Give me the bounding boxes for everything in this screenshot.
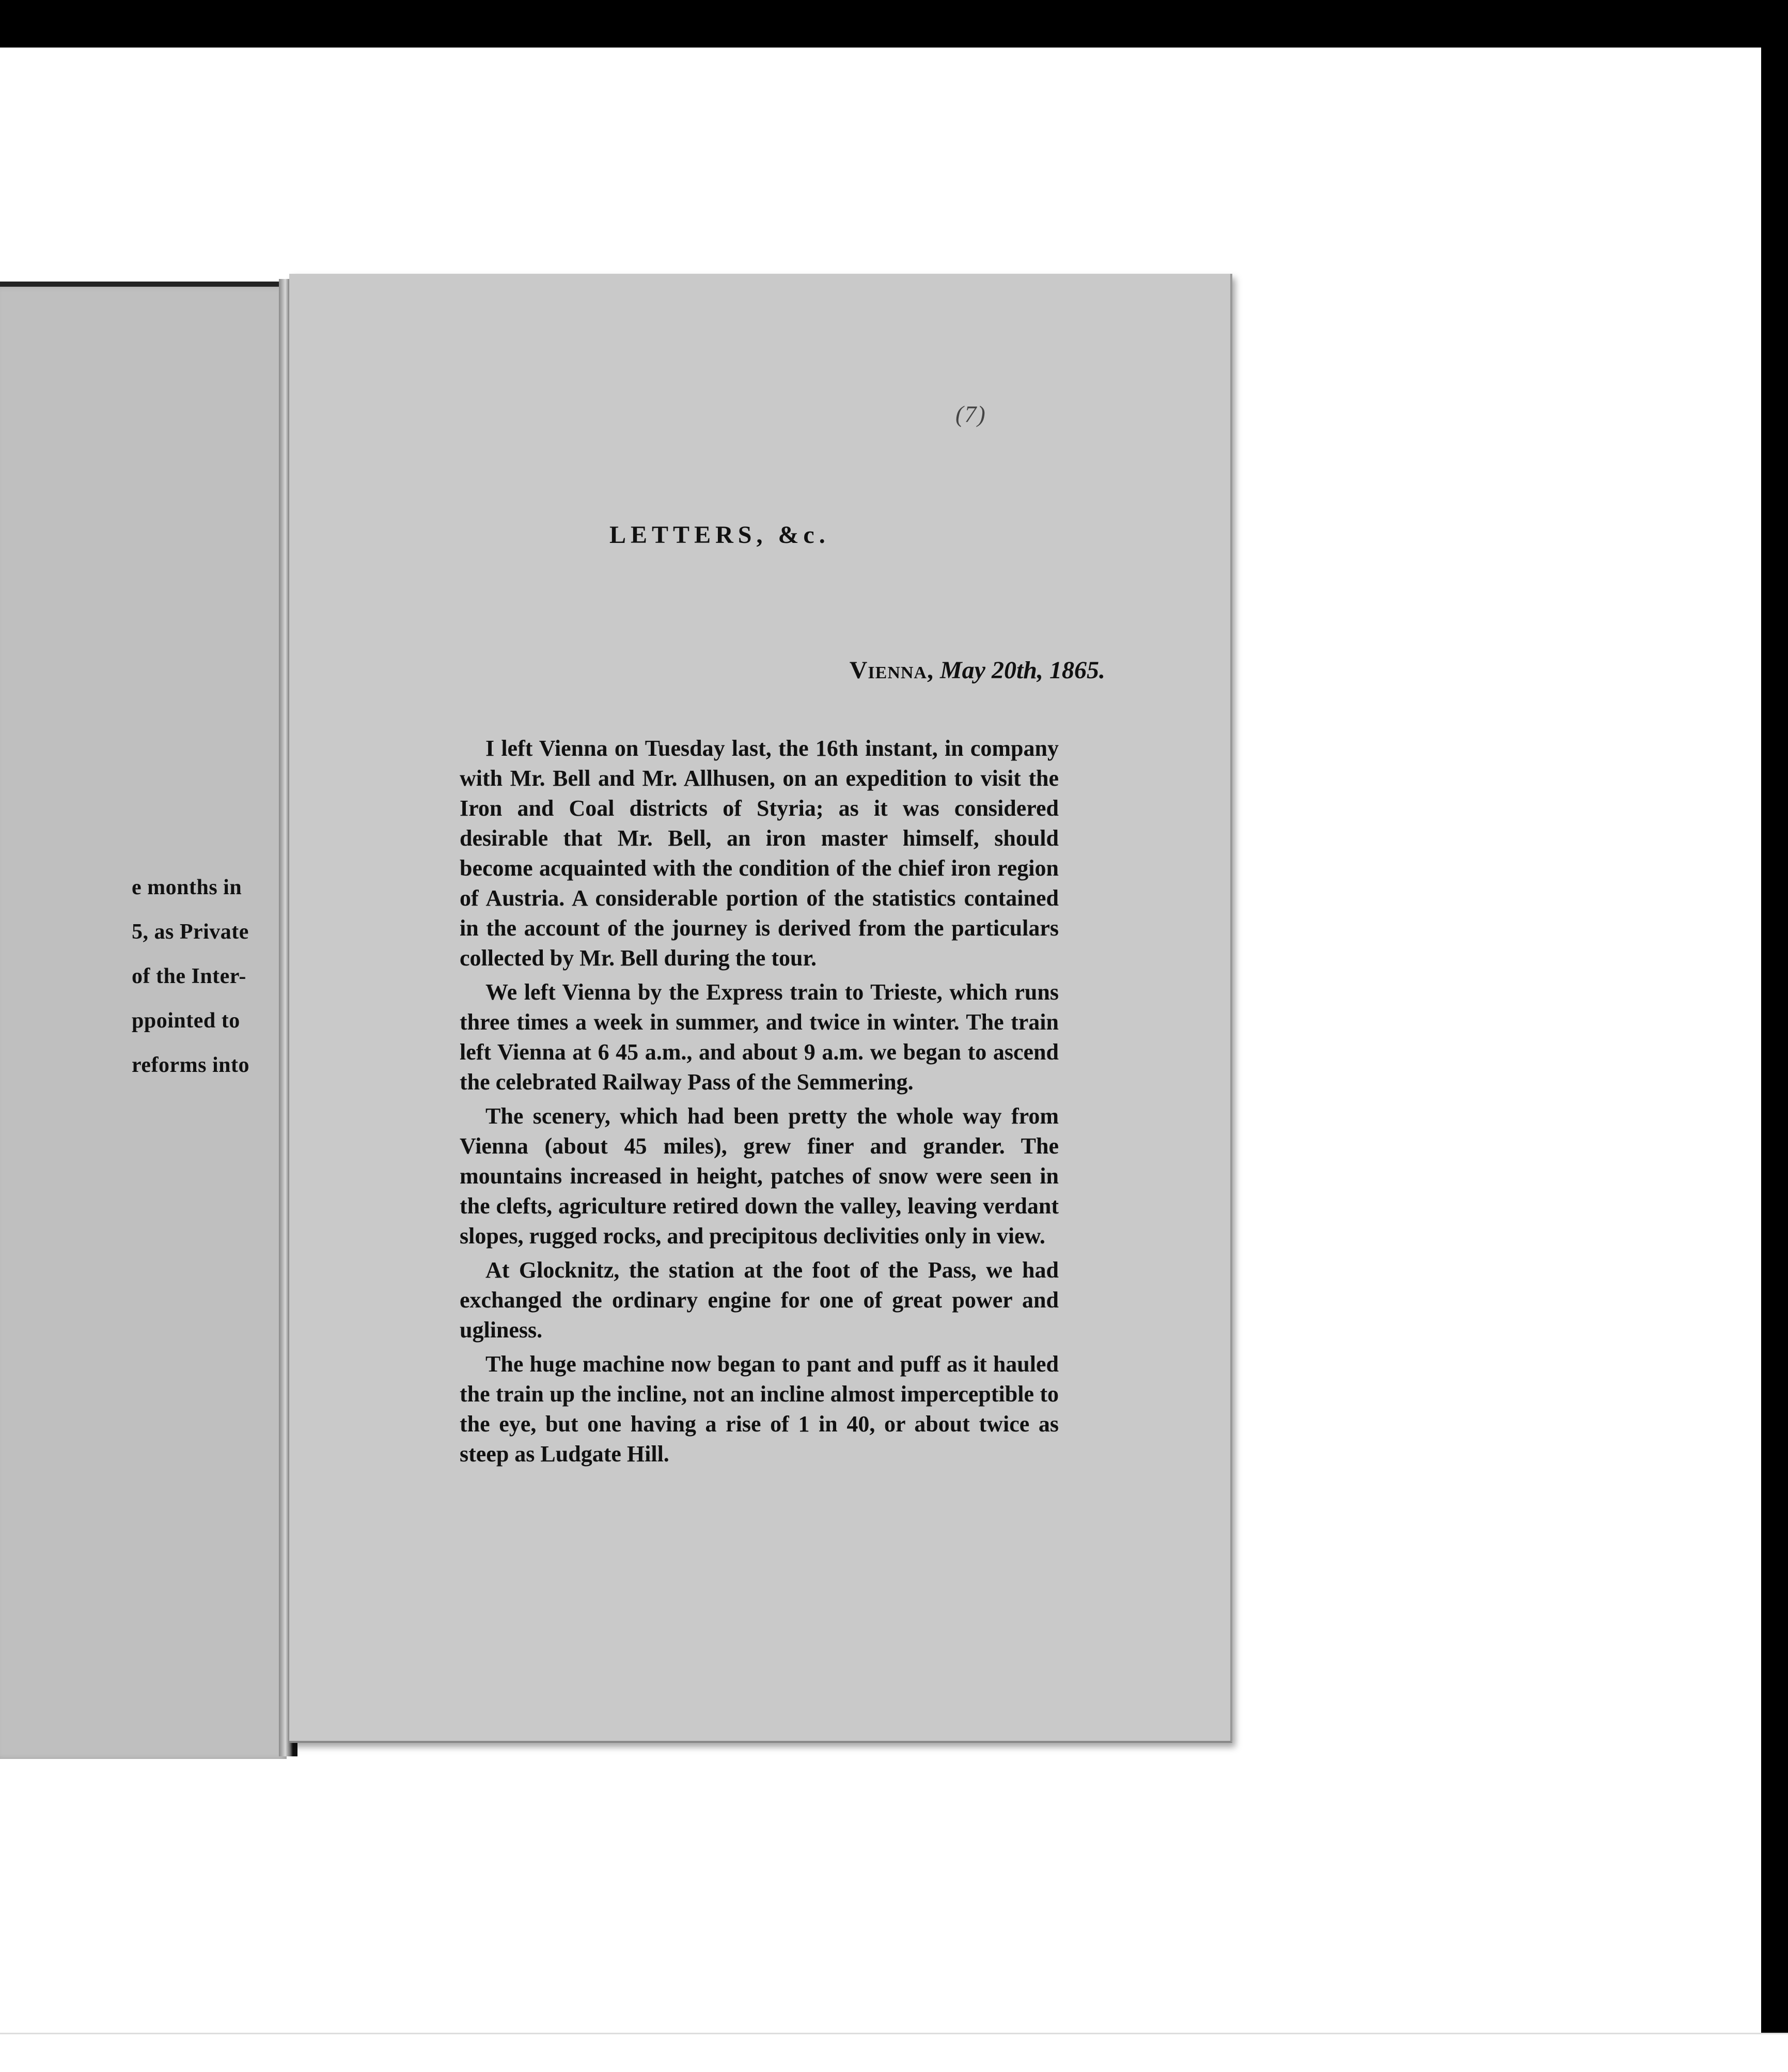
paragraph: We left Vienna by the Express train to Trieste, which runs three times a week in summer, and twice in winter. The train left Vienna at 6 45 a.m., and about 9 a.m. we began to ascend the celebrated Railway Pass of the Semmering.	[460, 979, 1059, 1095]
paragraph: The scenery, which had been pretty the whole way from Vienna (about 45 miles), grew finer and grander. The mountains increased in height, patches of snow were seen in the clefts, agriculture retired down the valley, leaving verdant slopes, rugged rocks, and precipitous declivities only in view.	[460, 1103, 1059, 1249]
page-number: (7)	[955, 401, 986, 427]
facing-line: 5, as Private	[132, 920, 249, 944]
scanner-top-border	[0, 0, 1788, 48]
scanner-bottom-edge	[0, 2033, 1788, 2072]
facing-page-text	[132, 865, 287, 1087]
facing-line: e months in	[132, 876, 242, 899]
letter-body	[460, 734, 1059, 1473]
dateline-place: Vienna,	[849, 657, 934, 684]
facing-line: reforms into	[132, 1053, 249, 1077]
paragraph: At Glocknitz, the station at the foot of the Pass, we had exchanged the ordinary engine for one of great power and ugliness.	[460, 1257, 1059, 1343]
dateline-date: May 20th, 1865.	[939, 657, 1105, 684]
dateline	[733, 656, 1105, 684]
book-page	[289, 274, 1232, 1743]
facing-line: of the Inter-	[132, 964, 246, 988]
paragraph: The huge machine now began to pant and puff as it hauled the train up the incline, not an incline almost imperceptible to the eye, but one having a rise of 1 in 40, or about twice as steep as Ludgate Hill.	[460, 1351, 1059, 1467]
scanner-right-border	[1761, 0, 1788, 2070]
page-heading: LETTERS, &c.	[609, 521, 830, 549]
paragraph: I left Vienna on Tuesday last, the 16th instant, in company with Mr. Bell and Mr. Allhusen, on an expedition to visit the Iron and Coal districts of Styria; as it was considered desirable that Mr. Bell, an iron master himself, should become acquainted with the condition of the chief iron region of Austria. A considerable portion of the statistics contained in the account of the journey is derived from the particulars collected by Mr. Bell during the tour.	[460, 736, 1059, 971]
facing-line: ppointed to	[132, 1009, 240, 1033]
facing-page	[0, 282, 287, 1759]
